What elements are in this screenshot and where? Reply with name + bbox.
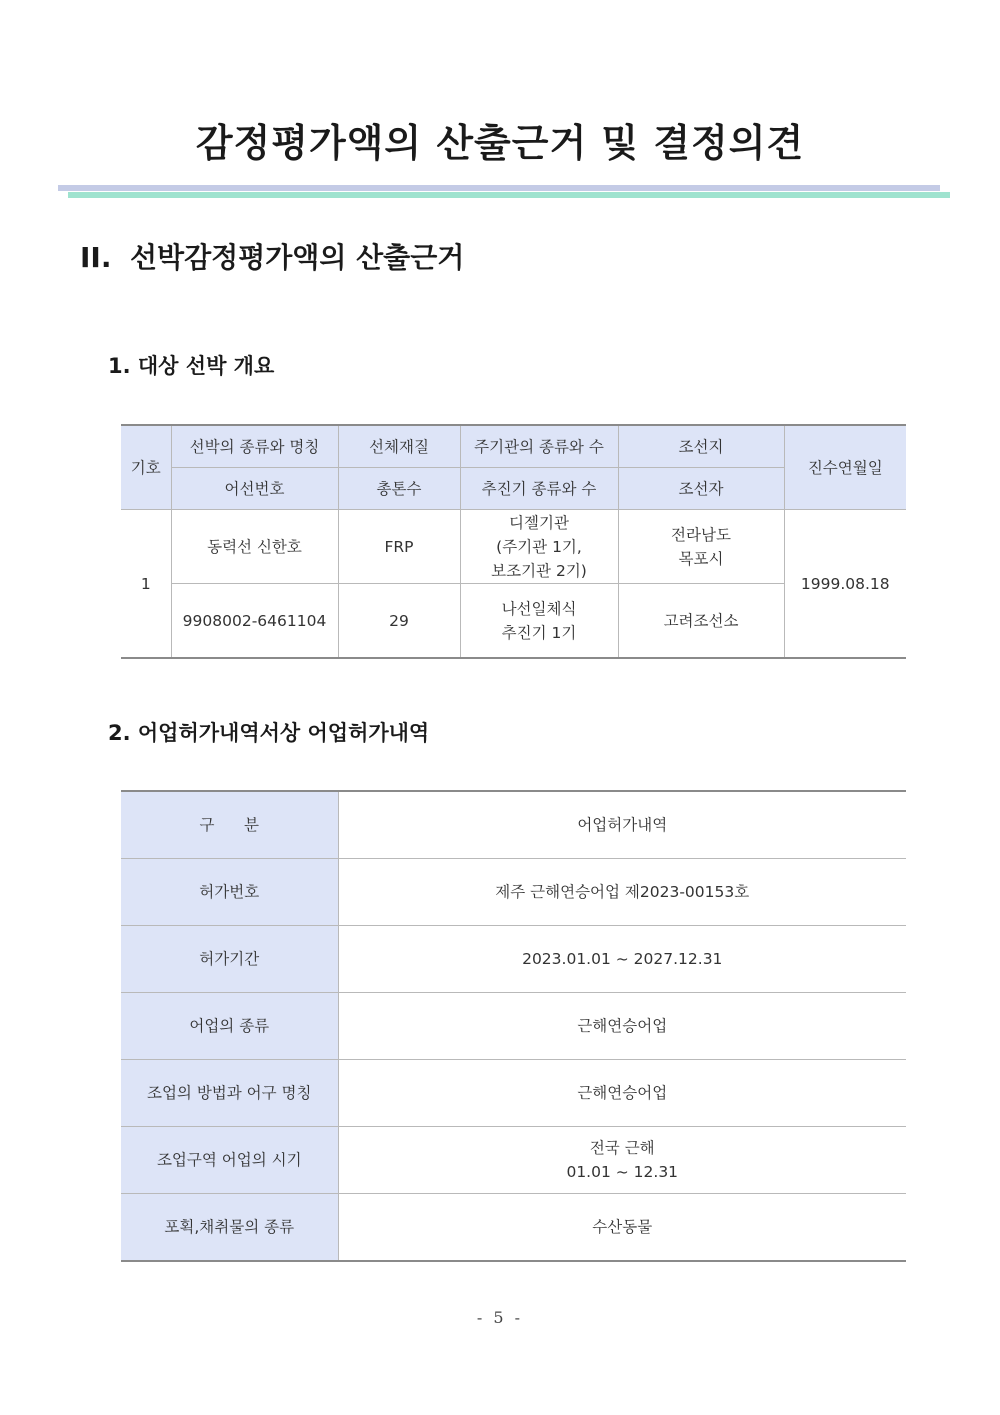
cell-builder: 고려조선소 xyxy=(618,584,784,659)
title-underline-mint xyxy=(68,192,950,198)
vessel-overview-table xyxy=(121,424,906,659)
cell-line: 전국 근해 xyxy=(589,1139,655,1157)
cell-line: 보조기관 2기) xyxy=(491,561,587,580)
license-row-label: 조업구역 어업의 시기 xyxy=(121,1127,338,1194)
cell-type-name: 동력선 신한호 xyxy=(171,510,338,584)
cell-line: 전라남도 xyxy=(671,525,731,544)
cell-line: 추진기 1기 xyxy=(501,623,577,642)
cell-no: 1 xyxy=(121,510,171,659)
header-propulsion: 추진기 종류와 수 xyxy=(460,468,618,510)
cell-fishing-number: 9908002-6461104 xyxy=(171,584,338,659)
cell-build-place xyxy=(618,510,784,584)
cell-hull-material: FRP xyxy=(338,510,460,584)
section-title: 선박감정평가액의 산출근거 xyxy=(130,241,465,274)
license-row-label: 어업의 종류 xyxy=(121,993,338,1060)
cell-launch-date: 1999.08.18 xyxy=(784,510,906,659)
page-number: - 5 - xyxy=(476,1308,524,1327)
license-row-value xyxy=(338,926,906,993)
subsection-heading-vessel-overview: 1. 대상 선박 개요 xyxy=(108,354,275,378)
header-build-place: 조선지 xyxy=(618,425,784,468)
header-fishing-number: 어선번호 xyxy=(171,468,338,510)
cell-line: (주기관 1기, xyxy=(496,537,582,556)
license-row-label: 포획,채취물의 종류 xyxy=(121,1194,338,1262)
license-row-label: 허가번호 xyxy=(121,859,338,926)
header-no: 기호 xyxy=(121,425,171,510)
section-number: II. xyxy=(80,241,112,274)
cell-line: 제주 근해연승어업 제2023-00153호 xyxy=(495,883,750,901)
header-type-name: 선박의 종류와 명칭 xyxy=(171,425,338,468)
section-heading xyxy=(80,236,464,276)
cell-line: 근해연승어업 xyxy=(577,1084,668,1102)
fishing-license-table xyxy=(121,790,906,1262)
license-row-value xyxy=(338,1060,906,1127)
license-row-value xyxy=(338,1194,906,1262)
page-title: 감정평가액의 산출근거 및 결정의견 xyxy=(195,121,805,165)
header-gross-tonnage: 총톤수 xyxy=(338,468,460,510)
subsection-heading-license: 2. 어업허가내역서상 어업허가내역 xyxy=(108,721,430,745)
cell-main-engine xyxy=(460,510,618,584)
header-main-engine: 주기관의 종류와 수 xyxy=(460,425,618,468)
license-header-label: 구 분 xyxy=(121,791,338,859)
cell-line: 01.01 ~ 12.31 xyxy=(566,1163,679,1181)
cell-line: 근해연승어업 xyxy=(577,1017,668,1035)
cell-propulsion xyxy=(460,584,618,659)
header-hull-material: 선체재질 xyxy=(338,425,460,468)
license-row-value xyxy=(338,859,906,926)
license-row-value xyxy=(338,993,906,1060)
license-header-value: 어업허가내역 xyxy=(338,791,906,859)
cell-line: 나선일체식 xyxy=(501,599,577,618)
license-row-label: 허가기간 xyxy=(121,926,338,993)
cell-line: 디젤기관 xyxy=(509,513,569,532)
cell-line: 목포시 xyxy=(678,549,724,568)
cell-gross-tonnage: 29 xyxy=(338,584,460,659)
cell-line: 2023.01.01 ~ 2027.12.31 xyxy=(522,950,723,968)
license-row-label: 조업의 방법과 어구 명칭 xyxy=(121,1060,338,1127)
license-row-value xyxy=(338,1127,906,1194)
header-builder: 조선자 xyxy=(618,468,784,510)
header-launch-date: 진수연월일 xyxy=(784,425,906,510)
cell-line: 수산동물 xyxy=(592,1218,653,1236)
title-underline-lavender xyxy=(58,185,940,191)
